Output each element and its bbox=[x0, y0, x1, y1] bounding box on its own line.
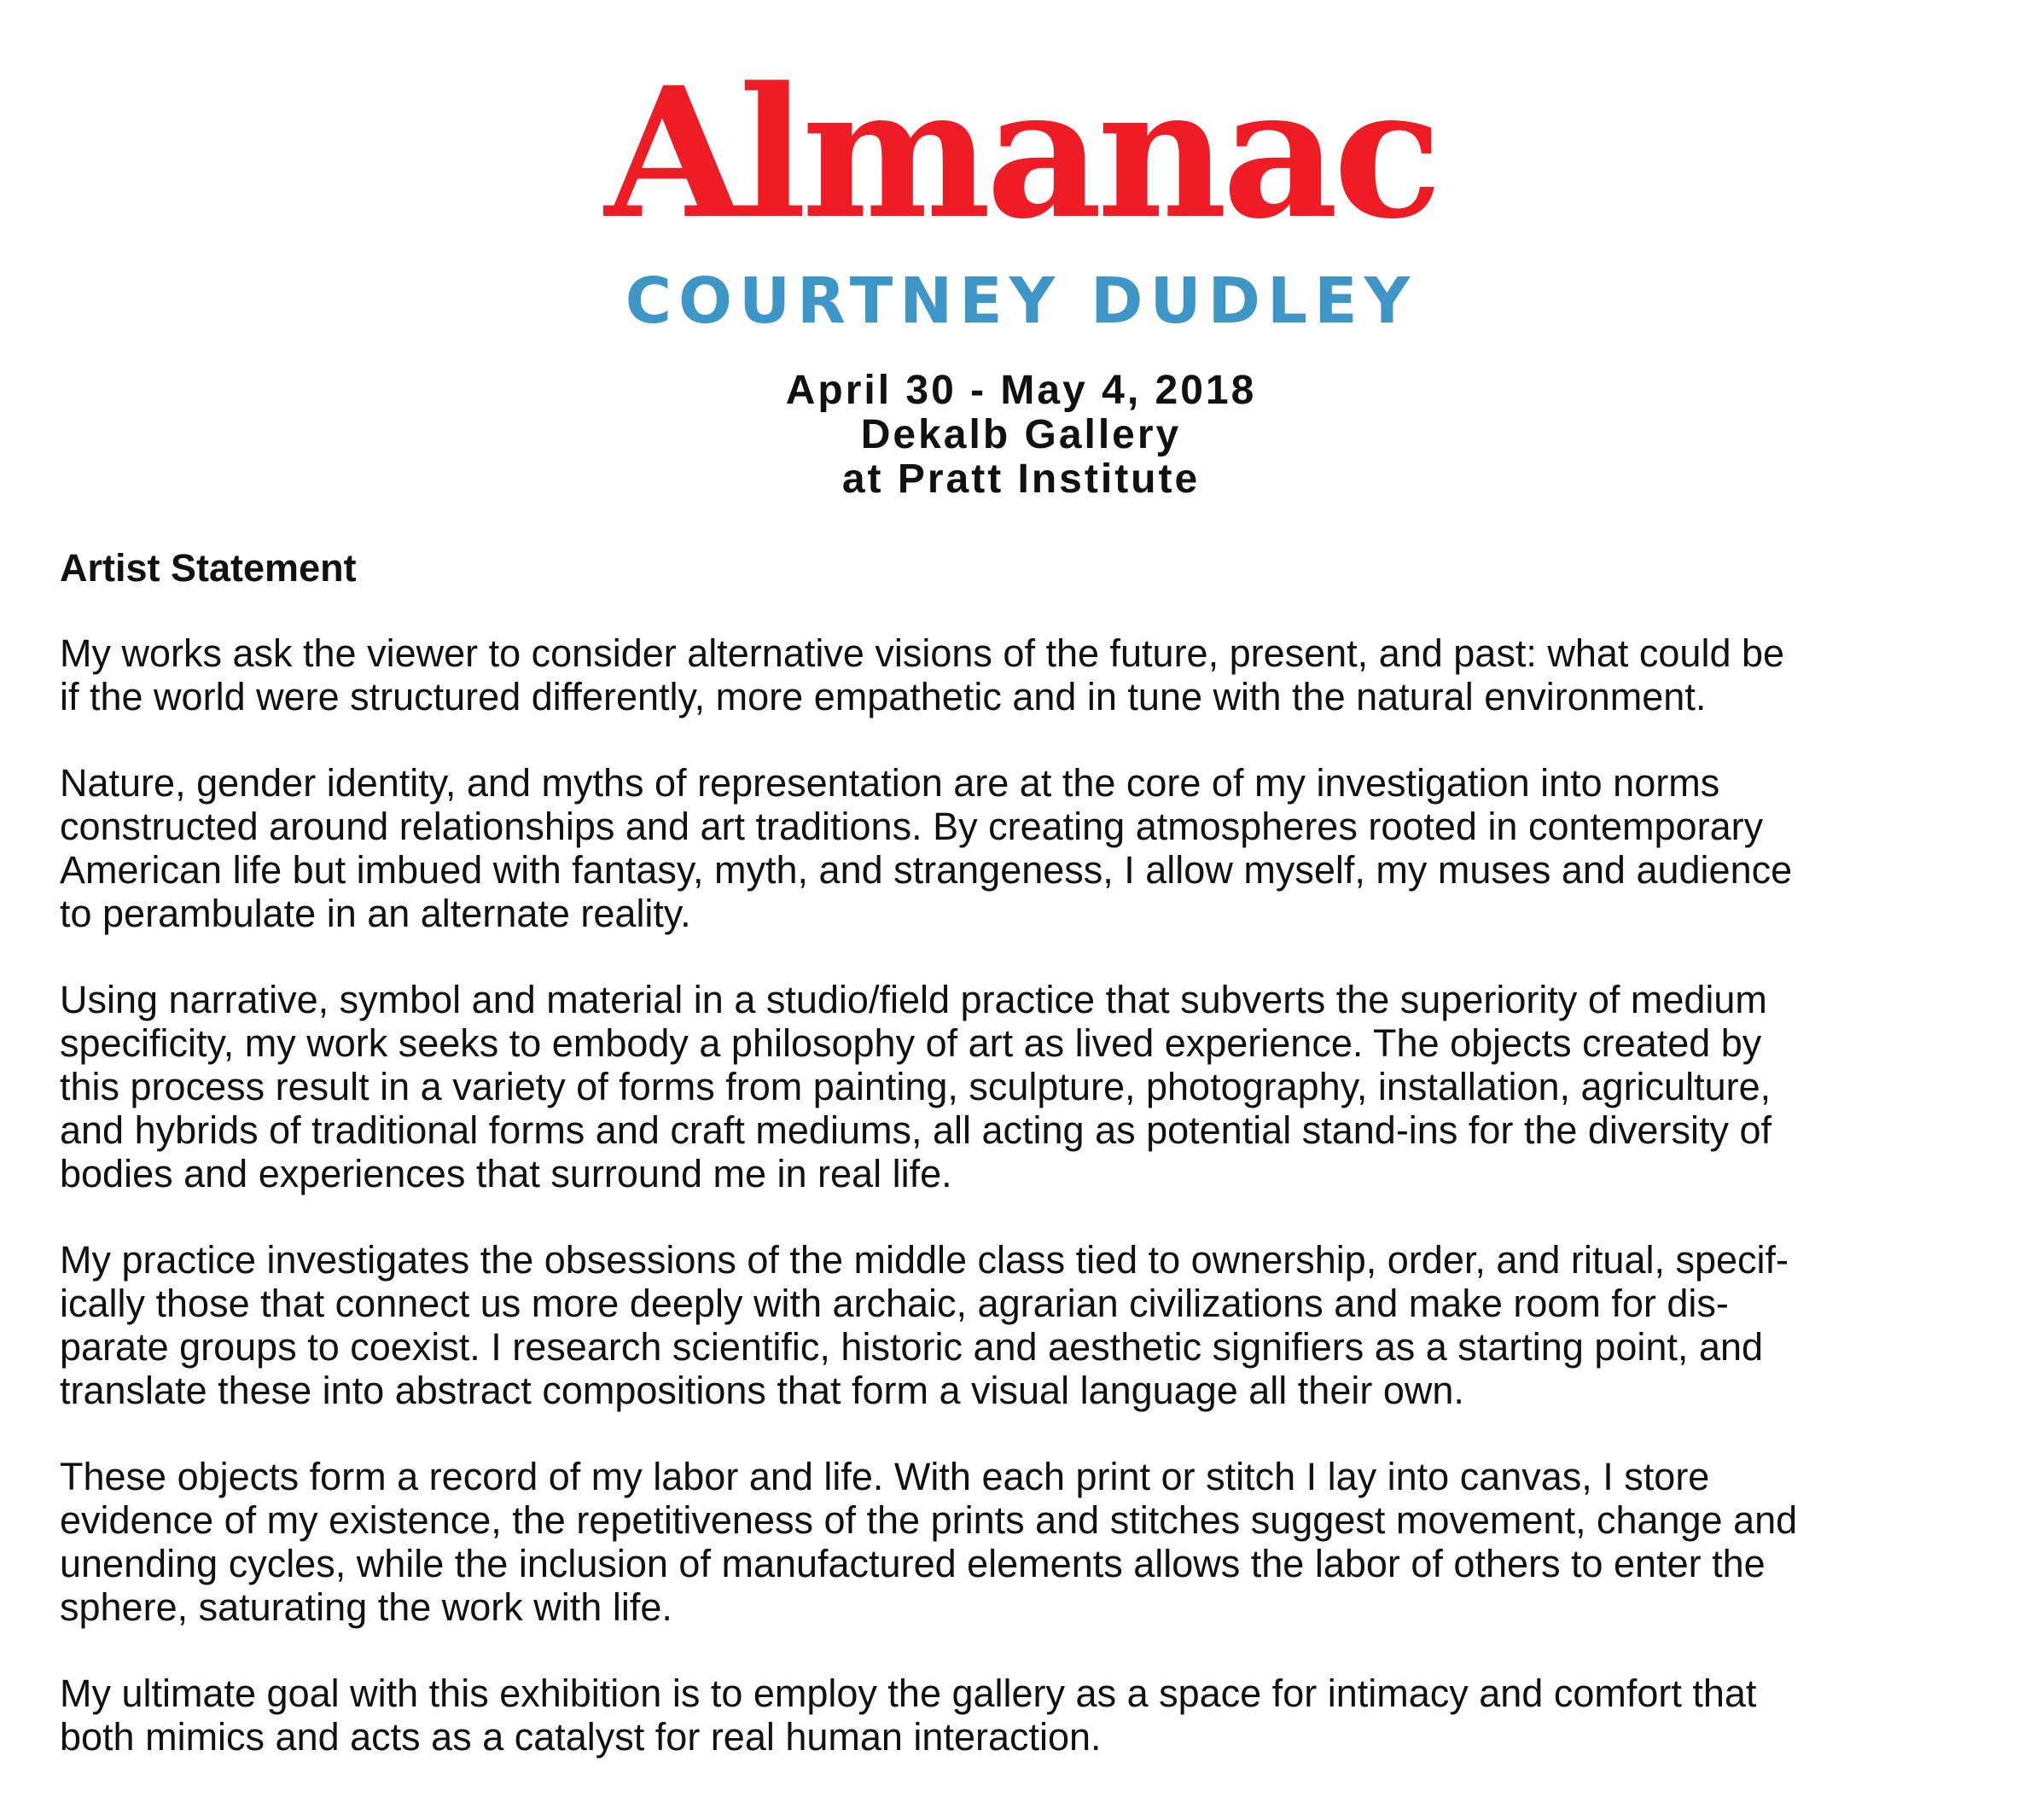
paragraph-line: sphere, saturating the work with life. bbox=[60, 1585, 672, 1629]
event-info bbox=[0, 369, 2042, 502]
paragraph-line: to perambulate in an alternate reality. bbox=[60, 892, 691, 935]
paragraph-line: specificity, my work seeks to embody a philosophy of art as lived experience. The objects created by bbox=[60, 1021, 1762, 1065]
paragraph-line: My ultimate goal with this exhibition is to employ the gallery as a space for intimacy and comfort that bbox=[60, 1672, 1757, 1715]
paragraph-line: parate groups to coexist. I research scientific, historic and aesthetic signifiers as a starting point, and bbox=[60, 1325, 1764, 1369]
paragraph-line: Nature, gender identity, and myths of representation are at the core of my investigation into norms bbox=[60, 761, 1720, 805]
paragraph-line: My works ask the viewer to consider alternative visions of the future, present, and past: what could be bbox=[60, 631, 1785, 675]
statement-paragraph bbox=[60, 1238, 2005, 1412]
statement-paragraph bbox=[60, 978, 2005, 1195]
paragraph-line: Using narrative, symbol and material in a studio/field practice that subverts the superiority of medium bbox=[60, 978, 1767, 1021]
paragraph-line: if the world were structured differently, more empathetic and in tune with the natural environment. bbox=[60, 675, 1707, 718]
exhibition-title: Almanac bbox=[604, 48, 1438, 259]
artist-name: COURTNEY DUDLEY bbox=[625, 265, 1417, 338]
paragraph-line: and hybrids of traditional forms and craft mediums, all acting as potential stand-ins for the diversity of bbox=[60, 1108, 1771, 1152]
statement-paragraph bbox=[60, 1455, 2005, 1629]
paragraph-line: this process result in a variety of forms from painting, sculpture, photography, installation, agriculture, bbox=[60, 1065, 1771, 1108]
paragraph-line: My practice investigates the obsessions of the middle class tied to ownership, order, and ritual, specif- bbox=[60, 1238, 1789, 1282]
statement-paragraph bbox=[60, 631, 2005, 718]
event-institution: at Pratt Institute bbox=[841, 456, 1201, 502]
statement-paragraph bbox=[60, 1672, 2005, 1759]
artist-statement bbox=[60, 546, 2005, 1801]
statement-paragraph bbox=[60, 761, 2005, 935]
header bbox=[0, 48, 2042, 340]
paragraph-line: translate these into abstract compositions that form a visual language all their own. bbox=[60, 1369, 1464, 1412]
paragraph-line: unending cycles, while the inclusion of manufactured elements allows the labor of others to enter the bbox=[60, 1542, 1766, 1585]
paragraph-line: evidence of my existence, the repetitiveness of the prints and stitches suggest movement, change and bbox=[60, 1498, 1798, 1542]
paragraph-line: American life but imbued with fantasy, myth, and strangeness, I allow myself, my muses and audience bbox=[60, 848, 1793, 892]
paragraph-line: ically those that connect us more deeply with archaic, agrarian civilizations and make room for dis- bbox=[60, 1282, 1729, 1325]
paragraph-line: both mimics and acts as a catalyst for real human interaction. bbox=[60, 1715, 1102, 1759]
event-venue: Dekalb Gallery bbox=[860, 412, 1182, 457]
event-dates: April 30 - May 4, 2018 bbox=[785, 368, 1257, 413]
paragraph-line: bodies and experiences that surround me in real life. bbox=[60, 1152, 952, 1195]
paragraph-line: These objects form a record of my labor and life. With each print or stitch I lay into canvas, I store bbox=[60, 1455, 1710, 1498]
statement-heading: Artist Statement bbox=[60, 546, 357, 590]
paragraph-line: constructed around relationships and art traditions. By creating atmospheres rooted in contemporary bbox=[60, 805, 1764, 848]
